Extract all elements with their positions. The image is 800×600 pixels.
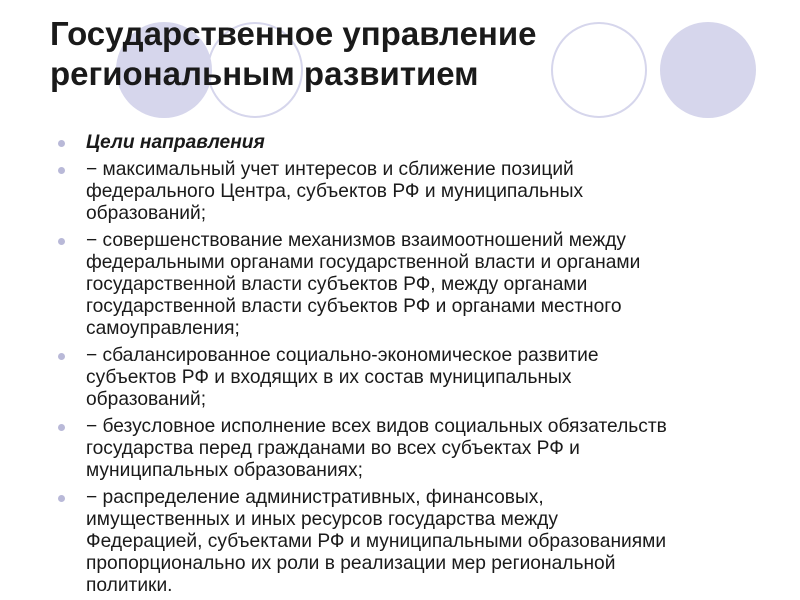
slide-title-line-1: Государственное управление <box>50 15 537 52</box>
bullet-icon <box>58 353 65 360</box>
bullet-icon <box>58 424 65 431</box>
list-item-heading <box>58 132 778 154</box>
list-item <box>58 230 778 340</box>
bullet-list <box>58 132 778 600</box>
list-item-text: − сбалансированное социально-экономическое развитие субъектов РФ и входящих в их состав муниципальных образований; <box>86 345 599 410</box>
list-item <box>58 487 778 597</box>
bullet-icon <box>58 140 65 147</box>
bullet-icon <box>58 495 65 502</box>
bullet-icon <box>58 167 65 174</box>
list-item-text: − максимальный учет интересов и сближение позиций федерального Центра, субъектов РФ и муниципальных образований; <box>86 159 584 224</box>
bullet-icon <box>58 238 65 245</box>
list-item-text: − совершенствование механизмов взаимоотношений между федеральными органами государственной власти и органами государственной власти субъектов РФ, между органами государственной власти субъектов РФ и органами местного самоуправления; <box>86 230 641 339</box>
list-item <box>58 345 778 411</box>
list-item <box>58 416 778 482</box>
slide-title <box>50 14 750 94</box>
list-item-text: − безусловное исполнение всех видов социальных обязательств государства перед гражданами во всех субъектах РФ и муниципальных образованиях; <box>86 416 667 481</box>
slide-title-line-2: региональным развитием <box>50 55 479 92</box>
list-item-text: Цели направления <box>86 132 265 153</box>
list-item <box>58 159 778 225</box>
list-item-text: − распределение административных, финансовых, имущественных и иных ресурсов государства между Федерацией, субъектами РФ и муниципальными образованиями пропорционально их роли в реализации мер региональной политики. <box>86 487 667 596</box>
